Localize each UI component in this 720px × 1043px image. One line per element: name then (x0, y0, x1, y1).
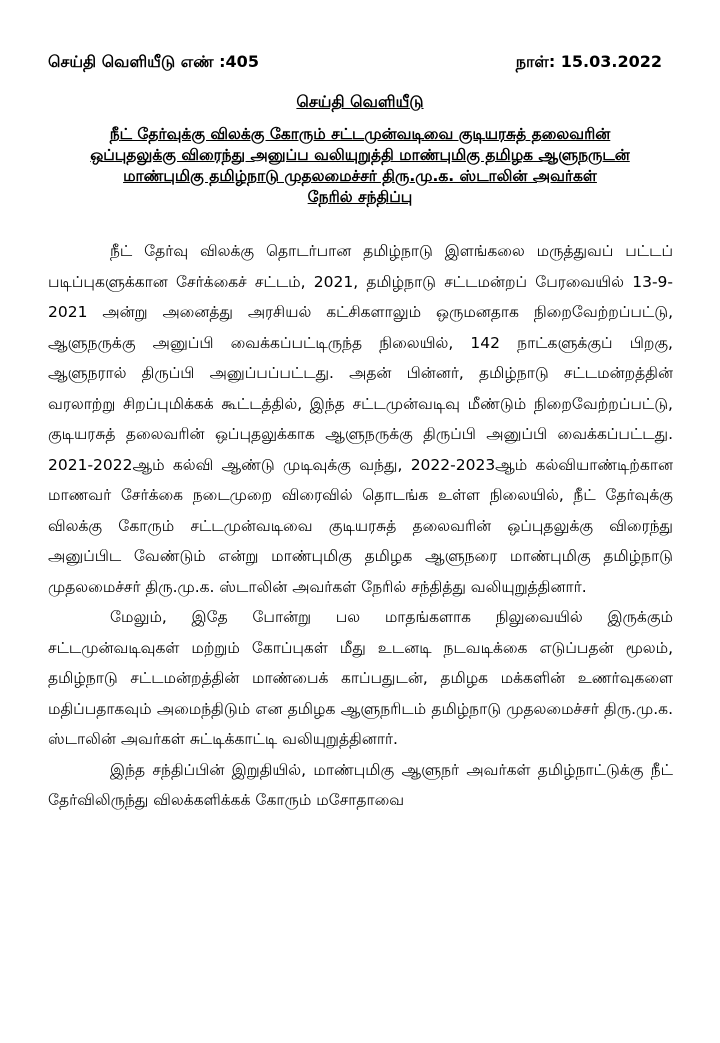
headline-line-4: நேரில் சந்திப்பு (307, 188, 413, 206)
paragraph-2: மேலும், இதே போன்று பல மாதங்களாக நிலுவையில் இருக்கும் சட்டமுன்வடிவுகள் மற்றும் கோப்புகள் மீது உடனடி நடவடிக்கை எடுப்பதன் மூலம், தமிழ்நாடு சட்டமன்றத்தின் மாண்பைக் காப்பதுடன், தமிழக மக்களின் உணர்வுகளை மதிப்பதாகவும் அமைந்திடும் என தமிழக ஆளுநரிடம் தமிழ்நாடு முதலமைச்சர் திரு.மு.க. ஸ்டாலின் அவர்கள் சுட்டிக்காட்டி வலியுறுத்தினார். (48, 608, 673, 748)
headline (40, 124, 680, 208)
paragraph-1: நீட் தேர்வு விலக்கு தொடர்பான தமிழ்நாடு இளங்கலை மருத்துவப் பட்டப் படிப்புகளுக்கான சேர்க்கைச் சட்டம், 2021, தமிழ்நாடு சட்டமன்றப் பேரவையில் 13-9-2021 அன்று அனைத்து அரசியல் கட்சிகளாலும் ஒருமனதாக நிறைவேற்றப்பட்டு, ஆளுநருக்கு அனுப்பி வைக்கப்பட்டிருந்த நிலையில், 142 நாட்களுக்குப் பிறகு, ஆளுநரால் திருப்பி அனுப்பப்பட்டது. அதன் பின்னர், தமிழ்நாடு சட்டமன்றத்தின் வரலாற்று சிறப்புமிக்கக் கூட்டத்தில், இந்த சட்டமுன்வடிவு மீண்டும் நிறைவேற்றப்பட்டு, குடியரசுத் தலைவரின் ஒப்புதலுக்காக ஆளுநருக்கு திருப்பி அனுப்பி வைக்கப்பட்டது. 2021-2022ஆம் கல்வி ஆண்டு முடிவுக்கு வந்து, 2022-2023ஆம் கல்வியாண்டிற்கான மாணவர் சேர்க்கை நடைமுறை விரைவில் தொடங்க உள்ள நிலையில், நீட் தேர்வுக்கு விலக்கு கோரும் சட்டமுன்வடிவை குடியரசுத் தலைவரின் ஒப்புதலுக்கு விரைந்து அனுப்பிட வேண்டும் என்று மாண்புமிகு தமிழக ஆளுநரை மாண்புமிகு தமிழ்நாடு முதலமைச்சர் திரு.மு.க. ஸ்டாலின் அவர்கள் நேரில் சந்தித்து வலியுறுத்தினார். (48, 242, 673, 596)
headline-line-1: நீட் தேர்வுக்கு விலக்கு கோரும் சட்டமுன்வடிவை குடியரசுத் தலைவரின் (109, 125, 611, 143)
document-title (0, 92, 720, 113)
headline-line-3: மாண்புமிகு தமிழ்நாடு முதலமைச்சர் திரு.மு.க. ஸ்டாலின் அவர்கள் (123, 167, 597, 185)
title-text: செய்தி வெளியீடு (296, 92, 424, 111)
release-date: நாள்: 15.03.2022 (515, 51, 662, 71)
paragraph-3: இந்த சந்திப்பின் இறுதியில், மாண்புமிகு ஆளுநர் அவர்கள் தமிழ்நாட்டுக்கு நீட் தேர்விலிருந்து விலக்களிக்கக் கோரும் மசோதாவை (48, 760, 673, 809)
document-header (48, 50, 662, 74)
headline-line-2: ஒப்புதலுக்கு விரைந்து அனுப்ப வலியுறுத்தி மாண்புமிகு தமிழக ஆளுநருடன் (90, 146, 630, 164)
release-number: செய்தி வெளியீடு எண் :405 (48, 51, 259, 71)
body-text (48, 236, 673, 816)
